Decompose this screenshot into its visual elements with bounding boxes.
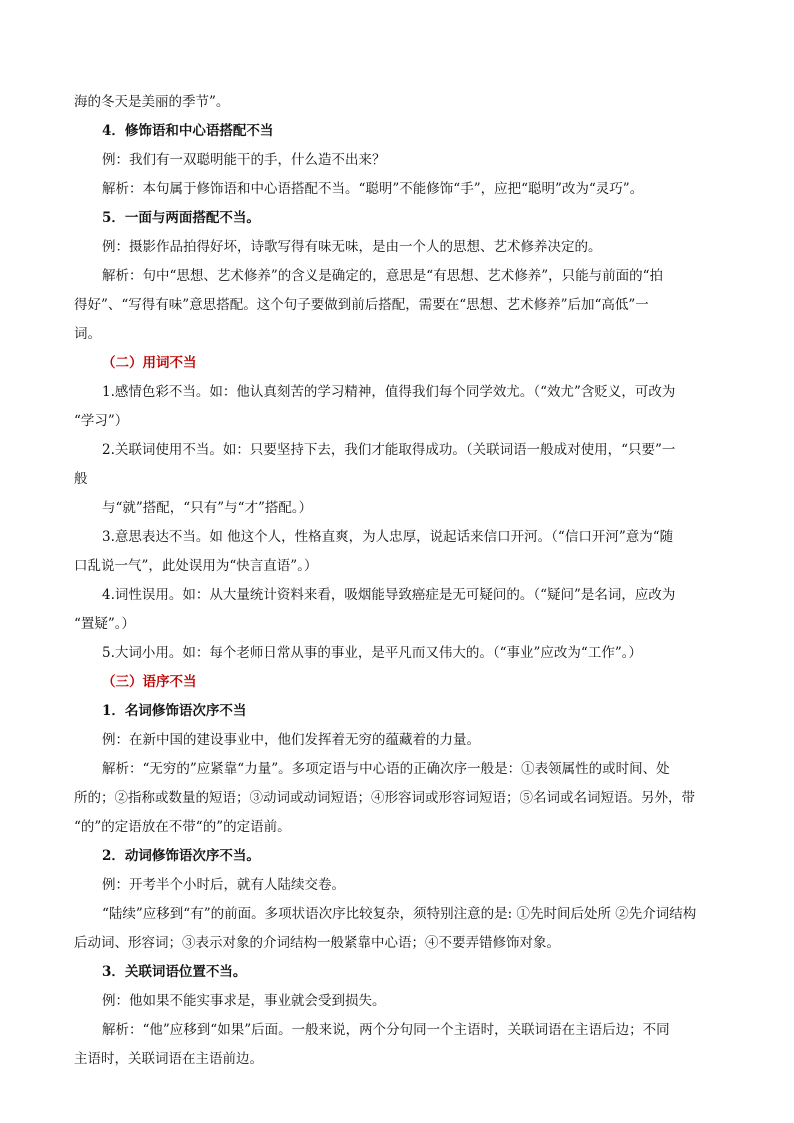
text-line: 所的；②指称或数量的短语；③动词或动词短语；④形容词或形容词短语；⑤名词或名词短语。另外，带 [74,790,695,806]
text-line: “学习”） [74,413,129,429]
list-item: 5.大词小用。如：每个老师日常从事的事业，是平凡而又伟大的。（“事业”应改为“工作”。） [102,645,642,661]
text-line: 般 [74,471,88,487]
analysis-line: 解析：本句属于修饰语和中心语搭配不当。“聪明”不能修饰“手”，应把“聪明”改为“灵巧”。 [102,181,644,197]
list-item: 2.关联词使用不当。如：只要坚持下去，我们才能取得成功。（关联词语一般成对使用，“只要”一 [102,442,676,458]
analysis-line: 解析：句中“思想、艺术修养”的含义是确定的，意思是“有思想、艺术修养”，只能与前面的“拍 [102,268,664,284]
analysis-line: “陆续”应移到“有”的前面。多项状语次序比较复杂，须特别注意的是: ①先时间后处所 ②先介词结构 [102,906,697,922]
example-line: 例：他如果不能实事求是，事业就会受到损失。 [102,993,386,1009]
text-line: 后动词、形容词；③表示对象的介词结构一般紧靠中心语；④不要弄错修饰对象。 [74,935,560,951]
section-title-red: （三）语序不当 [102,674,197,690]
example-line: 例：摄影作品拍得好坏，诗歌写得有味无味，是由一个人的思想、艺术修养决定的。 [102,239,602,255]
text-line: 得好”、“写得有味”意思搭配。这个句子要做到前后搭配，需要在“思想、艺术修养”后加“高低”一 [74,297,649,313]
list-item: 4.词性误用。如：从大量统计资料来看，吸烟能导致癌症是无可疑问的。（“疑问”是名词，应改为 [102,587,676,603]
example-line: 例：我们有一双聪明能干的手，什么造不出来？ [102,152,386,168]
section-heading: 2．动词修饰语次序不当。 [102,848,260,864]
example-line: 例：开考半个小时后，就有人陆续交卷。 [102,877,345,893]
text-line: “的”的定语放在不带“的”的定语前。 [74,819,291,835]
list-item: 1.感情色彩不当。如：他认真刻苦的学习精神，值得我们每个同学效尤。（“效尤”含贬义，可改为 [102,384,676,400]
example-line: 例：在新中国的建设事业中，他们发挥着无穷的蕴藏着的力量。 [102,732,480,748]
text-line: “置疑”。） [74,616,136,632]
text-line: 口乱说一气”，此处误用为“快言直语”。） [74,558,318,574]
analysis-line: 解析：“他”应移到“如果”后面。一般来说，两个分句同一个主语时，关联词语在主语后边；不同 [102,1022,670,1038]
text-line: 主语时，关联词语在主语前边。 [74,1051,263,1067]
section-heading: 1．名词修饰语次序不当 [102,703,247,719]
list-item: 3.意思表达不当。如 他这个人，性格直爽，为人忠厚，说起话来信口开河。（“信口开河”意为“随 [102,529,674,545]
section-heading: 5．一面与两面搭配不当。 [102,210,260,226]
analysis-line: 解析：“无穷的”应紧靠“力量”。多项定语与中心语的正确次序一般是：①表领属性的或时间、处 [102,761,670,777]
section-title-red: （二）用词不当 [102,355,197,371]
text-line: 海的冬天是美丽的季节”。 [74,94,230,110]
section-heading: 4．修饰语和中心语搭配不当 [102,123,274,139]
text-line: 词。 [74,326,101,342]
text-line: 与“就”搭配，“只有”与“才”搭配。） [102,500,313,516]
section-heading: 3．关联词语位置不当。 [102,964,247,980]
